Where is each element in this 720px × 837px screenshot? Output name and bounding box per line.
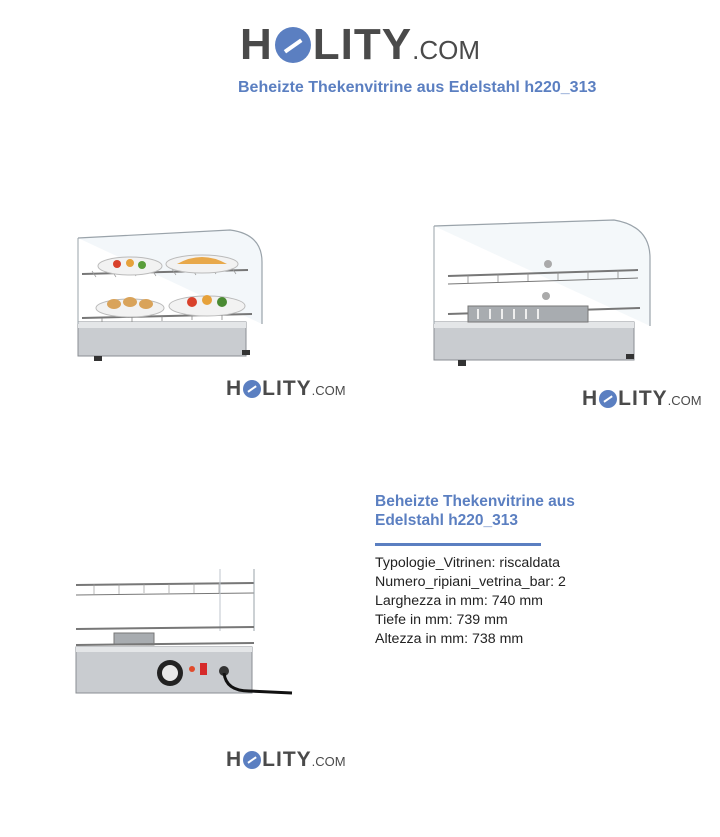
logo-letter-h: H	[240, 20, 273, 69]
logo-o-icon	[243, 380, 261, 398]
product-photo-controls-detail[interactable]	[74, 565, 294, 697]
holity-logo-watermark	[226, 748, 346, 772]
spec-typology: Typologie_Vitrinen: riscaldata	[375, 555, 561, 571]
spec-width: Larghezza in mm: 740 mm	[375, 593, 543, 609]
logo-suffix: .COM	[667, 393, 702, 408]
logo-suffix: .COM	[311, 383, 346, 398]
holity-logo[interactable]	[240, 20, 480, 70]
logo-letters: LITY	[312, 20, 413, 69]
logo-o-icon	[243, 751, 261, 769]
logo-o-icon	[599, 390, 617, 408]
logo-letter-h: H	[226, 748, 243, 771]
spec-list	[375, 554, 675, 649]
spec-shelf-count: Numero_ripiani_vetrina_bar: 2	[375, 574, 566, 590]
logo-o-icon	[275, 27, 311, 63]
divider	[375, 543, 541, 546]
holity-logo-watermark	[582, 387, 702, 411]
spec-height: Altezza in mm: 738 mm	[375, 631, 524, 647]
logo-suffix: .COM	[412, 35, 480, 65]
product-photo-front-with-food[interactable]	[72, 222, 268, 367]
logo-letter-h: H	[582, 387, 599, 410]
product-name: Beheizte Thekenvitrine aus Edelstahl h220_313	[375, 493, 575, 529]
product-info	[375, 492, 675, 649]
product-photo-empty[interactable]	[428, 214, 656, 377]
holity-logo-watermark	[226, 377, 346, 401]
spec-depth: Tiefe in mm: 739 mm	[375, 612, 508, 628]
page-title: Beheizte Thekenvitrine aus Edelstahl h220_313	[238, 79, 597, 96]
logo-letters: LITY	[262, 377, 312, 400]
logo-letters: LITY	[262, 748, 312, 771]
logo-suffix: .COM	[311, 754, 346, 769]
logo-letter-h: H	[226, 377, 243, 400]
logo-letters: LITY	[618, 387, 668, 410]
